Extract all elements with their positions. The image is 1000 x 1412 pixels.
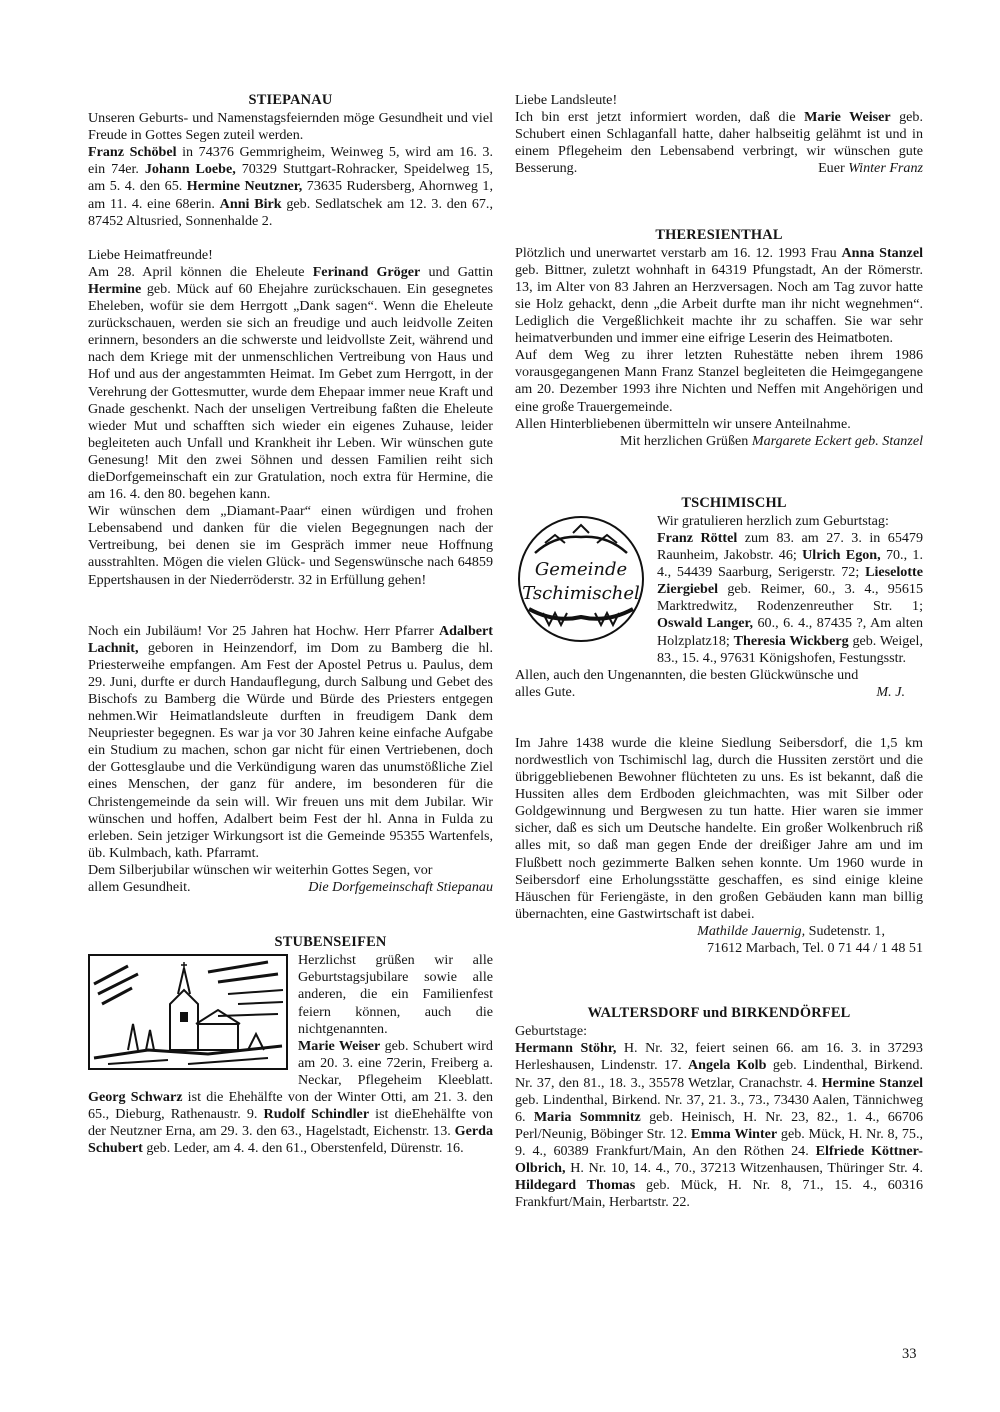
weiser-text: Ich bin erst jetzt informiert worden, daß die Marie Weiser geb. Schubert einen Schlaganfall hatte, daher halbseitig gelähmt ist und in einem Pflegeheim den Lebensabend verbringt, wir wünschen gute Besserung. (515, 109, 923, 177)
heading-theresienthal: THERESIENTHAL (655, 226, 783, 243)
waltersdorf-label: Geburtstage: (515, 1023, 588, 1040)
tschimischl-history: Im Jahre 1438 wurde die kleine Siedlung Seibersdorf, die 1,5 km nordwestlich von Tschimischl lag, durch die Hussiten zerstört und die übriggebliebenen Bewohner flüchteten zu uns. Es ist bekannt, daß die Hussiten alles dem Erdboden gleichmachten, was mit Silber oder Goldgewinnung und Bergwesen zu tun hatte. Hier waren sie immer sicher, daß es sich um Deutsche handelte. Ein großer Wolkenbruch riß alles mit, so daß man gegen Ende der dreißiger Jahre am und im Flußbett noch gezimmerte Balken sehen konnte. Um 1960 wurde in Seibersdorf eine Erholungsstätte geschaffen, es sind einige kleine Häuschen für Feriengäste, in den großen Gebäuden kann man billig übernachten, eine Gastwirtschaft ist dabei. (515, 734, 923, 922)
svg-text:Tschimischel: Tschimischel (522, 582, 640, 604)
theresienthal-paragraph-1: Plötzlich und unerwartet verstarb am 16. 12. 1993 Frau Anna Stanzel geb. Bittner, zuletzt wohnhaft in 64319 Pfungstadt, An der Römerstr. 13, im Alter von 83 Jahren an Herzversagen. Noch am Tag zuvor hatte sie Holz gehackt, denn „die Arbeit durfte man ihr nicht wegnehmen“. Lediglich die Vergeßlichkeit machte ihr zu schaffen. Sie war sehr heimatverbunden und immer eine eifrige Leserin des Heimatboten. (515, 244, 923, 347)
section-waltersdorf (515, 1005, 923, 1211)
heading-tschimischl: TSCHIMISCHL (681, 494, 787, 511)
municipal-stamp (515, 513, 647, 650)
right-column (515, 92, 923, 1211)
tschimischl-author: Mathilde Jauernig, Sudetenstr. 1, (697, 922, 885, 939)
stiepanau-paragraph-4: Dem Silberjubilar wünschen wir weiterhin Gottes Segen, vor (88, 861, 433, 878)
heading-stubenseifen: STUBENSEIFEN (274, 934, 387, 951)
weiser-greeting: Liebe Landsleute! (515, 92, 618, 108)
tschimischl-closing: Allen, auch den Ungenannten, die besten Glückwünsche und (515, 666, 859, 683)
church-illustration (88, 954, 288, 1075)
stubenseifen-intro: Herzlichst grüßen wir alle Geburtstagsjubilare sowie alle anderen, die ein Familienfest feiern können, auch die nichtgenannten. (298, 952, 493, 1037)
heading-stiepanau: STIEPANAU (248, 92, 333, 108)
section-theresienthal (515, 227, 923, 450)
stamp-seal-icon (515, 513, 647, 645)
stiepanau-intro: Unseren Geburts- und Namenstagsfeiernden möge Gesundheit und viel Freude in Gottes Segen zuteil werden. (88, 110, 493, 144)
section-stubenseifen (88, 934, 493, 1157)
section-stiepanau (88, 92, 493, 896)
theresienthal-signature: Mit herzlichen Grüßen Margarete Eckert geb. Stanzel (619, 432, 923, 449)
stubenseifen-entries: Marie Weiser geb. Schubert wird am 20. 3. eine 72erin, Freiberg a. Neckar, Pflegeheim Kleeblatt. Georg Schwarz ist die Ehehälfte von der Winter Otti, am 21. 3. den 65., Dieburg, Rathenaustr. 9. Rudolf Schindler ist dieEhehälfte von der Neutzner Erna, am 29. 3. den 63., Hagelstadt, Eichenstr. 13. Gerda Schubert geb. Leder, am 4. 4. den 61., Oberstenfeld, Dürenstr. 16. (88, 1037, 493, 1157)
page-number: 33 (902, 1346, 917, 1362)
svg-text:Gemeinde: Gemeinde (534, 558, 628, 580)
tschimischl-closing-row: alles Gute. M. J. (515, 684, 923, 701)
waltersdorf-entries: Hermann Stöhr, H. Nr. 32, feiert seinen 66. am 16. 3. in 37293 Herleshausen, Lindenstr. 17. Angela Kolb geb. Lindenthal, Birkend. Nr. 37, den 81., 18. 3., 35578 Wetzlar, Cranachstr. 4. Hermine Stanzel geb. Lindenthal, Birkend. Nr. 37, 21. 3., 73., 73430 Aalen, Tännichweg 6. Maria Sommnitz geb. Heinisch, H. Nr. 23, 82., 1. 4., 66706 Perl/Neunig, Böbinger Str. 12. Emma Winter geb. Mück, H. Nr. 8, 75., 9. 4., 60389 Frankfurt/Main, An den Röthen 24. Elfriede Köttner-Olbrich, H. Nr. 10, 14. 4., 70., 37213 Witzenhausen, Thüringer Str. 4. Hildegard Thomas geb. Mück, H. Nr. 8, 71., 15. 4., 60316 Frankfurt/Main, Herbartstr. 22. (515, 1040, 924, 1211)
heading-waltersdorf: WALTERSDORF und BIRKENDÖRFEL (587, 1005, 851, 1022)
weiser-signature: Euer Winter Franz (818, 160, 923, 177)
tschimischl-author-address: 71612 Marbach, Tel. 0 71 44 / 1 48 51 (706, 940, 923, 957)
left-column (88, 92, 493, 1157)
stiepanau-paragraph-2: Wir wünschen dem „Diamant-Paar“ einen würdigen und frohen Lebensabend und danken für die vielen Begegnungen nach der Vertreibung, bei denen sie im Gespräch immer neue Hoffnung ausstrahlten. Mögen die vielen Glück- und Segenswünsche nach 64859 Eppertshausen in der Niederröderstr. 32 in Erfüllung gehen! (88, 503, 493, 588)
stiepanau-birthdays: Franz Schöbel in 74376 Gemmrigheim, Weinweg 5, wird am 16. 3. ein 74er. Johann Loebe, 70329 Stuttgart-Rohracker, Speidelweg 15, am 5. 4. den 65. Hermine Neutzner, 73635 Rudersberg, Ahornweg 1, am 11. 4. eine 68erin. Anni Birk geb. Sedlatschek am 12. 3. den 67., 87452 Altusried, Sonnenhalde 2. (88, 144, 493, 229)
stiepanau-paragraph-1: Am 28. April können die Eheleute Ferinand Gröger und Gattin Hermine geb. Mück auf 60 Ehejahre zurückschauen. Ein gesegnetes Eheleben, wofür sie dem Herrgott „Dank sagen“. Wenn die Eheleute zurückschauen, werden sie sich an freudige und auch leidvolle Zeiten erinnern, besonders an die schwerste und leidvollste Zeit, während und nach dem Kriege mit der unmenschlichen Vertreibung von Haus und Hof und aus der angestammten Heimat. Im Gebet zum Herrgott, in der Verehrung der Gottesmutter, wurde dem Ehepaar immer neue Kraft und Gnade geschenkt. Nach der unseligen Vertreibung faßten die Eheleute wieder Mut und schafften sich wieder ein eigenes Zuhause, leider begleiteten auch Unfall und Krankheit ihr Leben. Wir wünschen gute Genesung! Mit den zwei Söhnen und dessen Familien reiht sich dieDorfgemeinschaft ein zur Gratulation, noch extra für Hermine, die am 16. 4. den 80. begehen kann. (88, 263, 493, 503)
tschimischl-birthdays: Franz Röttel zum 83. am 27. 3. in 65479 Raunheim, Jakobstr. 46; Ulrich Egon, 70., 1. 4., 54439 Saarburg, Serigerstr. 72; Lieselotte Ziergiebel geb. Reimer, 60., 3. 4., 95615 Marktredwitz, Rodenzenreuther Str. 1; Oswald Langer, 60., 6. 4., 87435 ?, Am alten Holzplatz18; Theresia Wickberg geb. Weigel, 83., 15. 4., 97631 Königshofen, Festungsstr. (657, 529, 924, 666)
church-drawing-icon (88, 954, 288, 1070)
stiepanau-closing-row: allem Gesundheit. Die Dorfgemeinschaft Stiepanau (88, 879, 493, 896)
theresienthal-paragraph-2: Auf dem Weg zu ihrer letzten Ruhestätte neben ihrem 1986 vorausgegangenen Mann Franz Stanzel begleiteten die Heimgegangene am 20. Dezember 1993 ihre Nichten und Neffen mit Angehörigen und eine große Trauergemeinde. (515, 347, 923, 415)
section-weiser-note (515, 92, 923, 178)
theresienthal-paragraph-3: Allen Hinterbliebenen übermitteln wir unsere Anteilnahme. (515, 415, 851, 432)
stiepanau-signature: Die Dorfgemeinschaft Stiepanau (308, 879, 493, 896)
section-tschimischl (515, 495, 923, 957)
stiepanau-paragraph-3: Noch ein Jubiläum! Vor 25 Jahren hat Hochw. Herr Pfarrer Adalbert Lachnit, geboren in Heinzendorf, im Dom zu Bamberg die hl. Priesterweihe empfangen. Am Fest der Apostel Petrus u. Paulus, dem 29. Juni, durfte er durch Handauflegung, durch Salbung und Gebet des Bischofs zu Bamberg die Würde und Bürde des Priesters entgegen nehmen.Wir Heimatlandsleute durften in freudigem Dank dem Neupriester begegnen. Es war ja vor 30 Jahren keine einfache Aufgabe ein Studium zu machen, schon gar nicht für einen Vertriebenen, doch der Gottesglaube und die Verkündigung waren das unumstößliche Ziel eines Menschen, der ganz für andere, im besonderen für die Christengemeinde da sein will. Wir freuen uns mit dem Jubilar. Wir wünschen und hoffen, Adalbert beim Fest der hl. Anna in Fulda zu erleben. Sein jetziger Wirkungsort ist die Gemeinde 95355 Wartenfels, üb. Kulmbach, kath. Pfarramt. (88, 622, 493, 861)
tschimischl-intro: Wir gratulieren herzlich zum Geburtstag: (657, 512, 889, 529)
tschimischl-signature: M. J. (876, 683, 905, 700)
stiepanau-greeting: Liebe Heimatfreunde! (88, 246, 213, 263)
